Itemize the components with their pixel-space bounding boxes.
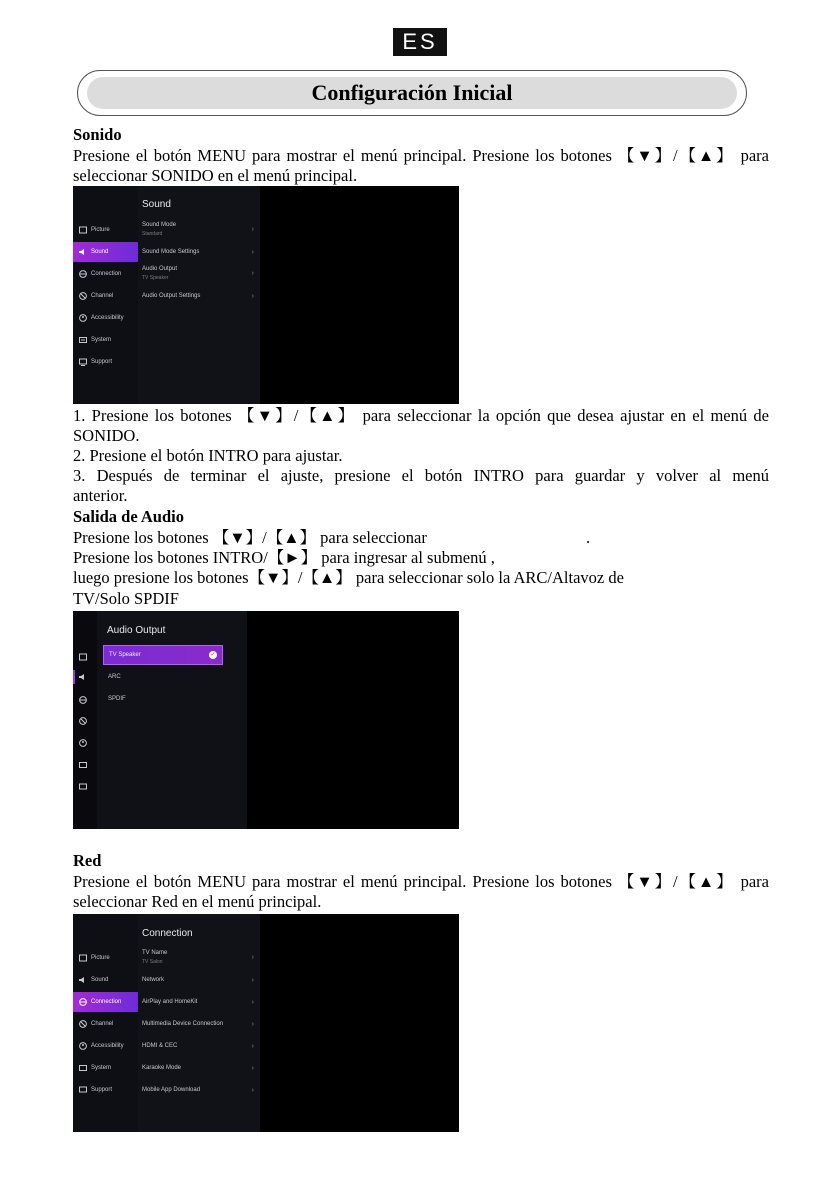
- menu-row-label: Multimedia Device Connection: [142, 1021, 224, 1027]
- accessibility-icon: [79, 739, 87, 747]
- option-label: TV Speaker: [109, 652, 141, 658]
- salida-text-line1: Presione los botones 【▼】/【▲】 para seleccionar: [73, 528, 427, 547]
- sidebar-label: Support: [91, 359, 113, 365]
- speaker-icon: [79, 248, 87, 256]
- menu-row-audio-output[interactable]: [142, 266, 254, 281]
- menu-row-karaoke[interactable]: [142, 1065, 254, 1071]
- sidebar-item-accessibility[interactable]: [73, 308, 138, 328]
- sidebar-label: Accessibility: [91, 315, 124, 321]
- sidebar-item-picture[interactable]: [73, 220, 138, 240]
- sidebar-label: Picture: [91, 955, 110, 961]
- sidebar-item-connection[interactable]: [73, 992, 138, 1012]
- sidebar-label: Support: [91, 1087, 113, 1093]
- menu-row-value: Standard: [142, 231, 163, 237]
- monitor-icon: [79, 358, 87, 366]
- tv-screen-connection-menu: [73, 914, 459, 1132]
- checkmark-icon: ✓: [210, 652, 216, 658]
- picture-icon: [79, 954, 87, 962]
- sidebar-item-system[interactable]: [73, 1058, 138, 1078]
- menu-row-label: Audio Output Settings: [142, 293, 201, 299]
- menu-title: Connection: [142, 928, 193, 939]
- sidebar-item-accessibility[interactable]: [73, 1036, 138, 1056]
- speaker-icon: [79, 673, 87, 681]
- chevron-right-icon: ›: [251, 293, 254, 300]
- system-icon: [79, 336, 87, 344]
- chevron-right-icon: ›: [251, 999, 254, 1006]
- channel-icon: [79, 1020, 87, 1028]
- menu-row-sound-mode[interactable]: [142, 222, 254, 237]
- chevron-right-icon: ›: [251, 1043, 254, 1050]
- chevron-right-icon: ›: [251, 1065, 254, 1072]
- language-badge: ES: [393, 28, 447, 56]
- sidebar-item-sound[interactable]: [73, 970, 138, 990]
- sidebar-label: Picture: [91, 227, 110, 233]
- chevron-right-icon: ›: [251, 954, 254, 961]
- menu-row-airplay[interactable]: [142, 999, 254, 1005]
- sidebar-item-picture[interactable]: [73, 948, 138, 968]
- tv-screen-sound-menu: [73, 186, 459, 404]
- menu-row-label: Mobile App Download: [142, 1087, 201, 1093]
- sidebar-item-system[interactable]: [73, 330, 138, 350]
- active-indicator: [73, 670, 75, 684]
- picture-icon: [79, 653, 87, 661]
- sonido-step1-line1: 1. Presione los botones 【▼】/【▲】 para seleccionar la opción que desea ajustar en el menú de: [73, 406, 769, 425]
- page-title: Configuración Inicial: [87, 77, 737, 109]
- heading-red: Red: [73, 851, 102, 870]
- menu-row-audio-output-settings[interactable]: [142, 293, 254, 299]
- salida-text-line1-end: .: [586, 528, 591, 547]
- sidebar-label: Connection: [91, 999, 122, 1005]
- menu-row-value: TV Speaker: [142, 275, 169, 281]
- menu-row-value: TV Salon: [142, 959, 163, 965]
- speaker-icon: [79, 976, 87, 984]
- sidebar-label: Sound: [91, 977, 109, 983]
- globe-icon: [79, 270, 87, 278]
- sidebar-item-sound[interactable]: [73, 242, 138, 262]
- sonido-step1-line2: SONIDO.: [73, 426, 140, 445]
- sidebar-label: Channel: [91, 1021, 114, 1027]
- menu-row-label: Audio Output: [142, 266, 178, 272]
- globe-icon: [79, 998, 87, 1006]
- sidebar-label: Accessibility: [91, 1043, 124, 1049]
- menu-row-multimedia-device[interactable]: [142, 1021, 254, 1027]
- red-text-line1: Presione el botón MENU para mostrar el menú principal. Presione los botones 【▼】/【▲】 para: [73, 872, 769, 891]
- menu-row-label: AirPlay and HomeKit: [142, 999, 198, 1005]
- option-spdif[interactable]: SPDIF: [108, 696, 126, 702]
- sidebar-item-support[interactable]: [73, 352, 138, 372]
- sidebar-item-support[interactable]: [73, 1080, 138, 1100]
- menu-row-label: TV Name: [142, 950, 168, 956]
- sonido-text-line1: Presione el botón MENU para mostrar el menú principal. Presione los botones 【▼】/【▲】 para: [73, 146, 769, 165]
- sonido-step3-line1: 3. Después de terminar el ajuste, presione el botón INTRO para guardar y volver al menú: [73, 466, 769, 485]
- menu-title: Audio Output: [107, 625, 166, 636]
- salida-text-line2: Presione los botones INTRO/【►】 para ingresar al submenú ,: [73, 548, 495, 567]
- menu-row-label: HDMI & CEC: [142, 1043, 178, 1049]
- sidebar-item-connection[interactable]: [73, 264, 138, 284]
- menu-row-mobile-app[interactable]: [142, 1087, 254, 1093]
- sidebar-label: System: [91, 1065, 112, 1071]
- sidebar-item-channel[interactable]: [73, 286, 138, 306]
- menu-row-label: Karaoke Mode: [142, 1065, 182, 1071]
- heading-sonido: Sonido: [73, 125, 122, 144]
- red-text-line2: seleccionar Red en el menú principal.: [73, 892, 322, 911]
- system-icon: [79, 761, 87, 769]
- monitor-icon: [79, 783, 87, 791]
- accessibility-icon: [79, 314, 87, 322]
- menu-title: Sound: [142, 199, 171, 210]
- menu-row-tv-name[interactable]: [142, 950, 254, 965]
- chevron-right-icon: ›: [251, 270, 254, 277]
- menu-row-sound-mode-settings[interactable]: [142, 249, 254, 255]
- option-tv-speaker[interactable]: [103, 645, 223, 665]
- option-arc[interactable]: ARC: [108, 674, 121, 680]
- sonido-text-line2: seleccionar SONIDO en el menú principal.: [73, 166, 358, 185]
- menu-row-label: Sound Mode Settings: [142, 249, 200, 255]
- section-title-frame: [77, 70, 747, 116]
- channel-icon: [79, 717, 87, 725]
- chevron-right-icon: ›: [251, 1021, 254, 1028]
- sonido-step3-line2: anterior.: [73, 486, 128, 505]
- sidebar-item-channel[interactable]: [73, 1014, 138, 1034]
- sidebar-label: Connection: [91, 271, 122, 277]
- sidebar-label: System: [91, 337, 112, 343]
- system-icon: [79, 1064, 87, 1072]
- accessibility-icon: [79, 1042, 87, 1050]
- tv-screen-audio-output: [73, 611, 459, 829]
- chevron-right-icon: ›: [251, 249, 254, 256]
- picture-icon: [79, 226, 87, 234]
- menu-row-label: Sound Mode: [142, 222, 177, 228]
- menu-row-hdmi-cec[interactable]: [142, 1043, 254, 1049]
- salida-text-line3: luego presione los botones【▼】/【▲】 para seleccionar solo la ARC/Altavoz de: [73, 568, 624, 587]
- sidebar-label: Sound: [91, 249, 109, 255]
- sidebar-label: Channel: [91, 293, 114, 299]
- chevron-right-icon: ›: [251, 1087, 254, 1094]
- chevron-right-icon: ›: [251, 977, 254, 984]
- tv-submenu-panel: [97, 611, 247, 829]
- salida-text-line4: TV/Solo SPDIF: [73, 589, 179, 608]
- globe-icon: [79, 696, 87, 704]
- menu-row-network[interactable]: [142, 977, 254, 983]
- channel-icon: [79, 292, 87, 300]
- monitor-icon: [79, 1086, 87, 1094]
- sonido-step2: 2. Presione el botón INTRO para ajustar.: [73, 446, 343, 465]
- chevron-right-icon: ›: [251, 226, 254, 233]
- menu-row-label: Network: [142, 977, 165, 983]
- heading-salida-audio: Salida de Audio: [73, 507, 184, 526]
